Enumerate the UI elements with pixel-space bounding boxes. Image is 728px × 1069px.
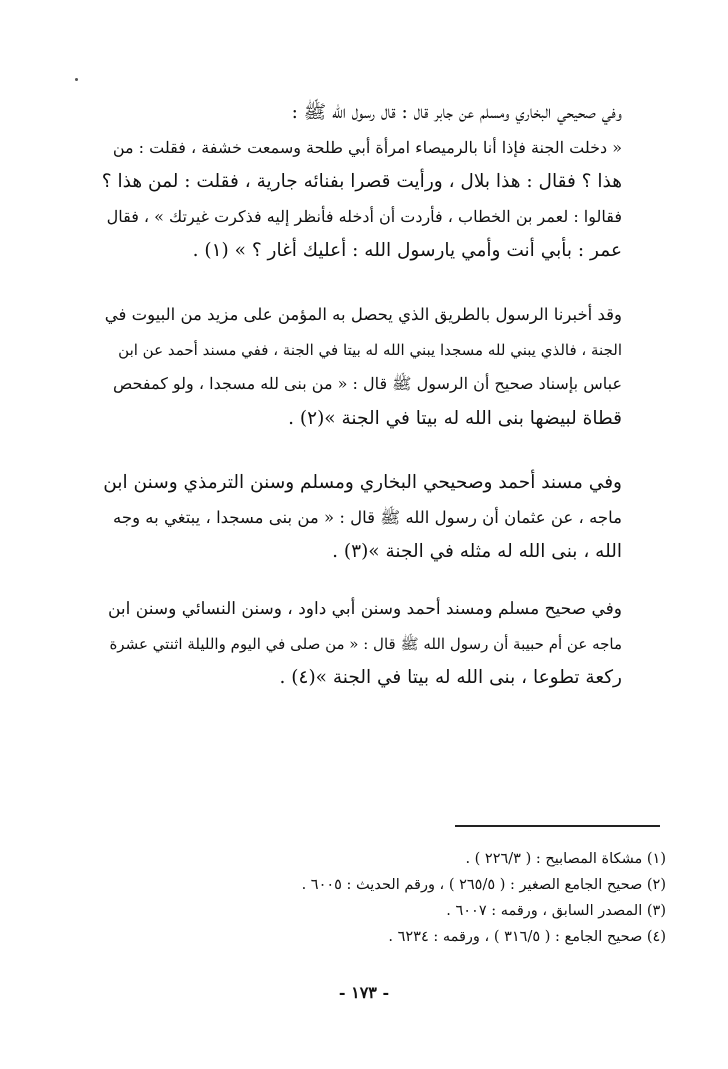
text-line: الجنة ، فالذي يبني لله مسجدا يبني الله له بيتا في الجنة ، ففي مسند أحمد عن ابن: [118, 340, 622, 359]
text-line: ركعة تطوعا ، بنى الله له بيتا في الجنة »(٤) .: [279, 667, 622, 688]
footnote-3: (٣) المصدر السابق ، ورقمه : ٦٠٠٧ .: [446, 903, 666, 919]
text-line: وقد أخبرنا الرسول بالطريق الذي يحصل به المؤمن على مزيد من البيوت في: [104, 305, 622, 324]
footnote-2: (٢) صحيح الجامع الصغير : ( ٢٦٥/٥ ) ، ورقم الحديث : ٦٠٠٥ .: [301, 877, 666, 893]
text-line: قطاة لبيضها بنى الله له بيتا في الجنة »(٢) .: [288, 407, 622, 429]
footnotes: [200, 846, 666, 950]
text-line: وفي صحيح مسلم ومسند أحمد وسنن أبي داود ، وسنن النسائي وسنن ابن: [107, 599, 622, 619]
scan-speck: [75, 78, 78, 81]
text-line: هذا ؟ فقال : هذا بلال ، ورأيت قصرا بفنائه جارية ، فقلت : لمن هذا ؟: [101, 171, 622, 192]
text-line: « دخلت الجنة فإذا أنا بالرميصاء امرأة أبي طلحة وسمعت خشفة ، فقلت : من: [112, 137, 622, 157]
paragraph-4: [102, 592, 622, 696]
footnote-4: (٤) صحيح الجامع : ( ٣١٦/٥ ) ، ورقمه : ٦٢٣٤ .: [388, 929, 666, 945]
text-line: عباس بإسناد صحيح أن الرسول ﷺ قال : « من بنى لله مسجدا ، ولو كمفحص: [112, 374, 622, 393]
page-number: - ١٧٣ -: [338, 983, 390, 1002]
paragraph-3: [102, 466, 622, 570]
text-line: وفي صحيحي البخاري ومسلم عن جابر قال : قال رسول الله ﷺ :: [291, 102, 622, 123]
text-line: ماجه ، عن عثمان أن رسول الله ﷺ قال : « من بنى مسجدا ، يبتغي به وجه: [113, 507, 622, 527]
text-line: عمر : بأبي أنت وأمي يارسول الله : أعليك أغار ؟ » (١) .: [192, 240, 622, 261]
paragraph-1: [102, 96, 622, 269]
text-line: وفي مسند أحمد وصحيحي البخاري ومسلم وسنن الترمذي وسنن ابن: [103, 472, 622, 493]
footnote-1: (١) مشكاة المصابيح : ( ٢٢٦/٣ ) .: [465, 851, 666, 867]
footnote-separator: [455, 825, 660, 827]
text-line: فقالوا : لعمر بن الخطاب ، فأردت أن أدخله فأنظر إليه فذكرت غيرتك » ، فقال: [106, 206, 622, 226]
text-line: الله ، بنى الله له مثله في الجنة »(٣) .: [332, 541, 622, 562]
text-line: ماجه عن أم حبيبة أن رسول الله ﷺ قال : « من صلى في اليوم والليلة اثنتي عشرة: [109, 634, 622, 653]
paragraph-2: [102, 298, 622, 436]
